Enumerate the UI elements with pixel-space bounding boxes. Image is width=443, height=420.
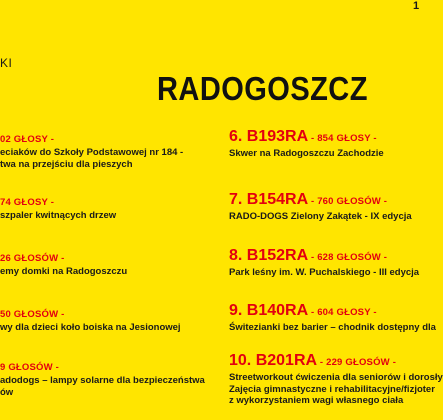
project-description: szpaler kwitnących drzew xyxy=(0,210,117,221)
list-item xyxy=(229,128,384,160)
project-description: Skwer na Radogoszczu Zachodzie xyxy=(229,148,384,159)
project-description: twa na przejściu dla pieszych xyxy=(0,158,133,170)
list-item xyxy=(0,250,127,278)
votes-count: 9 GŁOSÓW - xyxy=(0,362,59,373)
project-code: 7. B154RA xyxy=(229,191,309,208)
list-item xyxy=(0,306,181,334)
list-item xyxy=(0,131,183,170)
page-number: 1 xyxy=(413,0,420,12)
list-item xyxy=(0,359,205,398)
project-description: adodogs – lampy solarne dla bezpieczeństwa xyxy=(0,375,205,386)
project-description: Świtezianki bez barier – chodnik dostępny dla xyxy=(229,322,436,333)
list-item xyxy=(229,352,443,407)
votes-count: 26 GŁOSÓW - xyxy=(0,253,65,264)
project-description: Zajęcia gimnastyczne i rehabilitacyjne/fizjoter xyxy=(229,383,435,395)
list-item xyxy=(0,194,116,222)
votes-count: - 604 GŁOSY - xyxy=(308,307,377,318)
votes-count: 74 GŁOSY - xyxy=(0,197,55,208)
page-title: RADOGOSZCZ xyxy=(157,70,368,107)
project-description: Streetworkout ćwiczenia dla seniorów i dorosły xyxy=(229,372,443,383)
project-description: emy domki na Radogoszczu xyxy=(0,266,128,277)
project-code: 10. B201RA xyxy=(229,352,318,369)
project-code: 6. B193RA xyxy=(229,128,309,145)
project-description: RADO-DOGS Zielony Zakątek - IX edycja xyxy=(229,211,412,222)
project-description: wy dla dzieci koło boiska na Jesionowej xyxy=(0,322,181,333)
header-fragment: KI xyxy=(0,56,13,70)
project-code: 9. B140RA xyxy=(229,302,309,319)
list-item xyxy=(229,247,419,279)
votes-count: 02 GŁOSY - xyxy=(0,134,55,145)
votes-count: - 229 GŁOSÓW - xyxy=(317,357,397,368)
list-item xyxy=(229,302,436,334)
project-description: ów xyxy=(0,386,14,398)
project-description: z wykorzystaniem wagi własnego ciała xyxy=(229,395,404,406)
project-description: eciaków do Szkoły Podstawowej nr 184 - xyxy=(0,147,184,158)
votes-count: - 854 GŁOSY - xyxy=(308,133,377,144)
votes-count: 50 GŁOSÓW - xyxy=(0,309,65,320)
project-description: Park leśny im. W. Puchalskiego - III edycja xyxy=(229,267,420,278)
list-item xyxy=(229,191,412,223)
votes-count: - 760 GŁOSÓW - xyxy=(308,196,388,207)
project-code: 8. B152RA xyxy=(229,247,309,264)
votes-count: - 628 GŁOSÓW - xyxy=(308,252,388,263)
